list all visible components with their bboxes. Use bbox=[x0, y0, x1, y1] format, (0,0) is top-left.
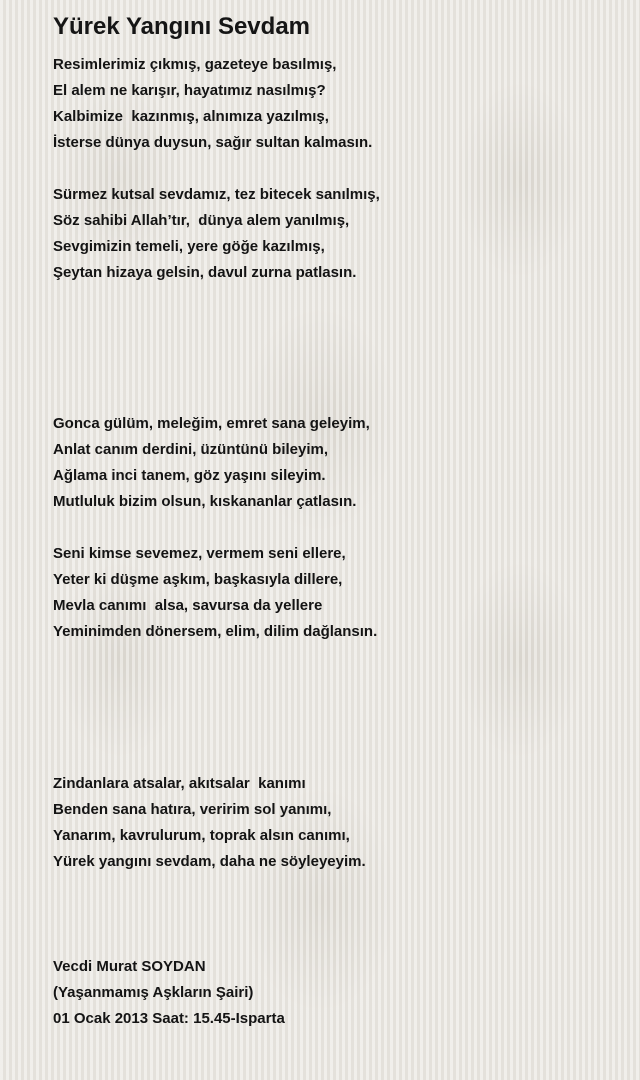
author-epithet: (Yaşanmamış Aşkların Şairi) bbox=[53, 984, 254, 1001]
stanza-3 bbox=[53, 411, 370, 515]
poem-line: Yeter ki düşme aşkım, başkasıyla dillere, bbox=[53, 571, 343, 588]
poem-line: Sürmez kutsal sevdamız, tez bitecek sanılmış, bbox=[53, 186, 380, 203]
poem-line: El alem ne karışır, hayatımız nasılmış? bbox=[53, 82, 326, 99]
stanza-5 bbox=[53, 771, 366, 875]
poem-line: Yeminimden dönersem, elim, dilim dağlansın. bbox=[53, 623, 378, 640]
poem-line: Kalbimize kazınmış, alnımıza yazılmış, bbox=[53, 108, 329, 125]
poem-line: Zindanlara atsalar, akıtsalar kanımı bbox=[53, 775, 306, 792]
author-name: Vecdi Murat SOYDAN bbox=[53, 958, 206, 975]
signature-block bbox=[53, 954, 285, 1032]
poem-line: Mevla canımı alsa, savursa da yellere bbox=[53, 597, 323, 614]
poem-title: Yürek Yangını Sevdam bbox=[53, 13, 311, 40]
poem-line: Resimlerimiz çıkmış, gazeteye basılmış, bbox=[53, 56, 337, 73]
poem-line: Yanarım, kavrulurum, toprak alsın canımı, bbox=[53, 827, 350, 844]
poem-line: Gonca gülüm, meleğim, emret sana geleyim, bbox=[53, 415, 370, 432]
poem-line: İsterse dünya duysun, sağır sultan kalmasın. bbox=[53, 134, 373, 151]
poem-line: Anlat canım derdini, üzüntünü bileyim, bbox=[53, 441, 329, 458]
poem-line: Sevgimizin temeli, yere göğe kazılmış, bbox=[53, 238, 325, 255]
poem-line: Söz sahibi Allah’tır, dünya alem yanılmış, bbox=[53, 212, 350, 229]
poem-line: Mutluluk bizim olsun, kıskananlar çatlasın. bbox=[53, 493, 357, 510]
stanza-1 bbox=[53, 52, 372, 156]
poem-line: Benden sana hatıra, veririm sol yanımı, bbox=[53, 801, 332, 818]
poem-line: Şeytan hizaya gelsin, davul zurna patlasın. bbox=[53, 264, 357, 281]
stanza-4 bbox=[53, 541, 377, 645]
date-place: 01 Ocak 2013 Saat: 15.45-Isparta bbox=[53, 1010, 285, 1027]
poem-line: Yürek yangını sevdam, daha ne söyleyeyim. bbox=[53, 853, 366, 870]
stanza-2 bbox=[53, 182, 380, 286]
poem-line: Seni kimse sevemez, vermem seni ellere, bbox=[53, 545, 346, 562]
poem-line: Ağlama inci tanem, göz yaşını sileyim. bbox=[53, 467, 326, 484]
